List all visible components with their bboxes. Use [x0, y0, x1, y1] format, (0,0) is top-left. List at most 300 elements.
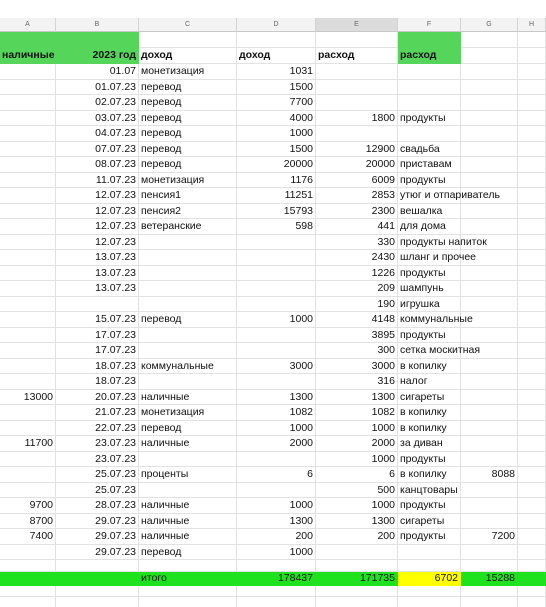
cell-h[interactable]	[518, 281, 546, 297]
cell-h[interactable]	[518, 142, 546, 158]
cell-h[interactable]	[518, 32, 546, 48]
cell-e[interactable]	[316, 95, 398, 111]
cell-f[interactable]	[398, 126, 461, 142]
cell-d[interactable]	[237, 281, 316, 297]
cell-f[interactable]	[398, 545, 461, 561]
cell-c[interactable]	[139, 297, 237, 313]
cell-d[interactable]: 1000	[237, 545, 316, 561]
cell-c[interactable]	[139, 281, 237, 297]
cell-f[interactable]	[398, 597, 461, 607]
cell-d[interactable]: 1500	[237, 80, 316, 96]
cell-h[interactable]	[518, 390, 546, 406]
cell-h[interactable]	[518, 560, 546, 572]
cell-c[interactable]: пенсия1	[139, 188, 237, 204]
cell-a[interactable]	[0, 586, 56, 597]
cell-g[interactable]	[461, 483, 518, 499]
cell-a[interactable]	[0, 328, 56, 344]
cell-d[interactable]: 1300	[237, 390, 316, 406]
cell-e[interactable]: 200	[316, 529, 398, 545]
cell-a[interactable]	[0, 204, 56, 220]
cell-b[interactable]	[56, 586, 139, 597]
cell-d[interactable]: 1000	[237, 126, 316, 142]
cell-h[interactable]	[518, 436, 546, 452]
cell-h[interactable]	[518, 405, 546, 421]
cell-h[interactable]	[518, 266, 546, 282]
cell-h[interactable]	[518, 328, 546, 344]
cell-g[interactable]	[461, 157, 518, 173]
cell-b[interactable]: 29.07.23	[56, 545, 139, 561]
cell-b[interactable]: 18.07.23	[56, 374, 139, 390]
cell-g[interactable]	[461, 436, 518, 452]
cell-b[interactable]: 01.07	[56, 64, 139, 80]
cell-g[interactable]	[461, 421, 518, 437]
cell-a[interactable]	[0, 343, 56, 359]
cell-g[interactable]	[461, 343, 518, 359]
cell-h[interactable]	[518, 545, 546, 561]
cell-g[interactable]	[461, 545, 518, 561]
cell-g[interactable]	[461, 95, 518, 111]
cell-d[interactable]	[237, 235, 316, 251]
cell-c[interactable]: наличные	[139, 390, 237, 406]
cell-f[interactable]: коммунальные	[398, 312, 461, 328]
cell-g[interactable]	[461, 586, 518, 597]
cell-h[interactable]	[518, 586, 546, 597]
cell-h[interactable]	[518, 343, 546, 359]
cell-h[interactable]	[518, 188, 546, 204]
cell-e[interactable]: 12900	[316, 142, 398, 158]
cell-e[interactable]: 190	[316, 297, 398, 313]
column-header-b[interactable]: B	[56, 18, 139, 32]
cell-h[interactable]	[518, 374, 546, 390]
cell-f[interactable]: расход	[398, 48, 461, 64]
cell-g[interactable]	[461, 312, 518, 328]
cell-c[interactable]: наличные	[139, 436, 237, 452]
cell-f[interactable]	[398, 95, 461, 111]
cell-h[interactable]	[518, 48, 546, 64]
cell-h[interactable]	[518, 452, 546, 468]
cell-a[interactable]: наличные	[0, 48, 56, 64]
cell-a[interactable]	[0, 452, 56, 468]
cell-d[interactable]: 1000	[237, 421, 316, 437]
cell-g[interactable]	[461, 266, 518, 282]
cell-c[interactable]: перевод	[139, 157, 237, 173]
cell-a[interactable]	[0, 188, 56, 204]
cell-e[interactable]	[316, 586, 398, 597]
cell-d[interactable]: 1176	[237, 173, 316, 189]
cell-f[interactable]	[398, 586, 461, 597]
cell-d[interactable]: 598	[237, 219, 316, 235]
cell-g[interactable]: 15288	[461, 572, 518, 586]
cell-b[interactable]: 08.07.23	[56, 157, 139, 173]
cell-c[interactable]: наличные	[139, 529, 237, 545]
cell-d[interactable]	[237, 560, 316, 572]
cell-b[interactable]: 13.07.23	[56, 266, 139, 282]
cell-g[interactable]	[461, 235, 518, 251]
cell-g[interactable]	[461, 48, 518, 64]
cell-d[interactable]: 1000	[237, 498, 316, 514]
cell-e[interactable]	[316, 126, 398, 142]
cell-c[interactable]: перевод	[139, 80, 237, 96]
cell-c[interactable]: наличные	[139, 498, 237, 514]
cell-b[interactable]: 12.07.23	[56, 219, 139, 235]
cell-e[interactable]: 3000	[316, 359, 398, 375]
cell-e[interactable]: 4148	[316, 312, 398, 328]
cell-c[interactable]: перевод	[139, 126, 237, 142]
cell-h[interactable]	[518, 597, 546, 607]
cell-b[interactable]: 21.07.23	[56, 405, 139, 421]
cell-d[interactable]	[237, 343, 316, 359]
cell-c[interactable]	[139, 597, 237, 607]
cell-a[interactable]	[0, 359, 56, 375]
cell-a[interactable]	[0, 483, 56, 499]
cell-g[interactable]: 7200	[461, 529, 518, 545]
cell-g[interactable]	[461, 32, 518, 48]
cell-f[interactable]: продукты	[398, 498, 461, 514]
cell-b[interactable]	[56, 297, 139, 313]
cell-e[interactable]: 2853	[316, 188, 398, 204]
cell-e[interactable]: 2000	[316, 436, 398, 452]
cell-h[interactable]	[518, 250, 546, 266]
cell-f[interactable]: продукты	[398, 328, 461, 344]
cell-e[interactable]	[316, 597, 398, 607]
cell-c[interactable]	[139, 452, 237, 468]
cell-h[interactable]	[518, 312, 546, 328]
cell-g[interactable]	[461, 188, 518, 204]
cell-d[interactable]	[237, 374, 316, 390]
cell-b[interactable]: 12.07.23	[56, 204, 139, 220]
cell-g[interactable]	[461, 597, 518, 607]
cell-a[interactable]	[0, 235, 56, 251]
cell-c[interactable]	[139, 328, 237, 344]
cell-a[interactable]	[0, 219, 56, 235]
cell-g[interactable]	[461, 297, 518, 313]
cell-b[interactable]: 20.07.23	[56, 390, 139, 406]
cell-f[interactable]: сигареты	[398, 514, 461, 530]
cell-c[interactable]	[139, 32, 237, 48]
column-header-c[interactable]: C	[139, 18, 237, 32]
cell-e[interactable]: 330	[316, 235, 398, 251]
cell-f[interactable]: за диван	[398, 436, 461, 452]
cell-g[interactable]	[461, 111, 518, 127]
cell-g[interactable]	[461, 64, 518, 80]
cell-f[interactable]: продукты	[398, 529, 461, 545]
cell-b[interactable]: 11.07.23	[56, 173, 139, 189]
cell-d[interactable]	[237, 328, 316, 344]
cell-b[interactable]: 25.07.23	[56, 483, 139, 499]
cell-h[interactable]	[518, 514, 546, 530]
cell-c[interactable]: монетизация	[139, 64, 237, 80]
cell-a[interactable]	[0, 126, 56, 142]
cell-f[interactable]: сигареты	[398, 390, 461, 406]
cell-b[interactable]	[56, 597, 139, 607]
cell-g[interactable]	[461, 560, 518, 572]
cell-d[interactable]: 1082	[237, 405, 316, 421]
cell-f[interactable]: вешалка	[398, 204, 461, 220]
cell-c[interactable]	[139, 586, 237, 597]
cell-h[interactable]	[518, 126, 546, 142]
cell-h[interactable]	[518, 219, 546, 235]
cell-f[interactable]: 6702	[398, 572, 461, 586]
cell-h[interactable]	[518, 297, 546, 313]
cell-d[interactable]: доход	[237, 48, 316, 64]
cell-h[interactable]	[518, 157, 546, 173]
column-header-d[interactable]: D	[237, 18, 316, 32]
cell-c[interactable]	[139, 266, 237, 282]
cell-f[interactable]: утюг и отпариватель	[398, 188, 461, 204]
cell-e[interactable]	[316, 64, 398, 80]
cell-b[interactable]: 17.07.23	[56, 343, 139, 359]
column-header-a[interactable]: A	[0, 18, 56, 32]
cell-a[interactable]	[0, 250, 56, 266]
cell-h[interactable]	[518, 64, 546, 80]
cell-e[interactable]: 2300	[316, 204, 398, 220]
cell-e[interactable]: 1300	[316, 390, 398, 406]
cell-a[interactable]: 13000	[0, 390, 56, 406]
cell-f[interactable]: шланг и прочее	[398, 250, 461, 266]
cell-a[interactable]: 8700	[0, 514, 56, 530]
cell-h[interactable]	[518, 173, 546, 189]
cell-c[interactable]: пенсия2	[139, 204, 237, 220]
cell-d[interactable]	[237, 483, 316, 499]
cell-b[interactable]: 02.07.23	[56, 95, 139, 111]
cell-e[interactable]: 6	[316, 467, 398, 483]
cell-d[interactable]	[237, 586, 316, 597]
cell-c[interactable]: доход	[139, 48, 237, 64]
cell-h[interactable]	[518, 359, 546, 375]
column-header-f[interactable]: F	[398, 18, 461, 32]
cell-a[interactable]	[0, 266, 56, 282]
cell-g[interactable]	[461, 219, 518, 235]
cell-f[interactable]: в копилку	[398, 421, 461, 437]
cell-e[interactable]	[316, 32, 398, 48]
cell-a[interactable]	[0, 545, 56, 561]
cell-h[interactable]	[518, 421, 546, 437]
cell-d[interactable]: 7700	[237, 95, 316, 111]
cell-e[interactable]: 441	[316, 219, 398, 235]
cell-d[interactable]: 2000	[237, 436, 316, 452]
cell-g[interactable]	[461, 452, 518, 468]
cell-f[interactable]: игрушка	[398, 297, 461, 313]
cell-b[interactable]: 18.07.23	[56, 359, 139, 375]
cell-b[interactable]: 04.07.23	[56, 126, 139, 142]
cell-f[interactable]: в копилку	[398, 467, 461, 483]
cell-d[interactable]: 1500	[237, 142, 316, 158]
cell-b[interactable]: 29.07.23	[56, 514, 139, 530]
cell-g[interactable]	[461, 142, 518, 158]
cell-h[interactable]	[518, 529, 546, 545]
cell-h[interactable]	[518, 483, 546, 499]
cell-a[interactable]	[0, 111, 56, 127]
cell-d[interactable]	[237, 266, 316, 282]
cell-c[interactable]: коммунальные	[139, 359, 237, 375]
cell-g[interactable]	[461, 250, 518, 266]
cell-c[interactable]: перевод	[139, 545, 237, 561]
cell-c[interactable]	[139, 560, 237, 572]
cell-e[interactable]	[316, 545, 398, 561]
cell-a[interactable]	[0, 64, 56, 80]
cell-c[interactable]: монетизация	[139, 173, 237, 189]
cell-e[interactable]: 1000	[316, 452, 398, 468]
cell-a[interactable]: 7400	[0, 529, 56, 545]
cell-f[interactable]: продукты	[398, 173, 461, 189]
cell-f[interactable]	[398, 560, 461, 572]
cell-a[interactable]	[0, 32, 56, 48]
cell-d[interactable]	[237, 597, 316, 607]
cell-b[interactable]: 2023 год	[56, 48, 139, 64]
cell-d[interactable]: 4000	[237, 111, 316, 127]
cell-e[interactable]	[316, 560, 398, 572]
cell-h[interactable]	[518, 235, 546, 251]
cell-b[interactable]	[56, 572, 139, 586]
cell-c[interactable]: монетизация	[139, 405, 237, 421]
cell-c[interactable]: перевод	[139, 142, 237, 158]
cell-b[interactable]: 15.07.23	[56, 312, 139, 328]
cell-f[interactable]: продукты	[398, 266, 461, 282]
cell-f[interactable]: налог	[398, 374, 461, 390]
cell-g[interactable]	[461, 405, 518, 421]
cell-b[interactable]	[56, 560, 139, 572]
column-header-e[interactable]: E	[316, 18, 398, 32]
column-header-h[interactable]: H	[518, 18, 546, 32]
cell-e[interactable]: 209	[316, 281, 398, 297]
cell-h[interactable]	[518, 467, 546, 483]
cell-d[interactable]: 1300	[237, 514, 316, 530]
cell-h[interactable]	[518, 204, 546, 220]
cell-c[interactable]	[139, 374, 237, 390]
cell-b[interactable]: 29.07.23	[56, 529, 139, 545]
cell-b[interactable]: 01.07.23	[56, 80, 139, 96]
cell-c[interactable]	[139, 343, 237, 359]
cell-h[interactable]	[518, 95, 546, 111]
cell-a[interactable]: 11700	[0, 436, 56, 452]
cell-b[interactable]: 13.07.23	[56, 281, 139, 297]
cell-g[interactable]: 8088	[461, 467, 518, 483]
cell-b[interactable]: 17.07.23	[56, 328, 139, 344]
cell-e[interactable]: 3895	[316, 328, 398, 344]
cell-f[interactable]: для дома	[398, 219, 461, 235]
cell-d[interactable]: 6	[237, 467, 316, 483]
cell-g[interactable]	[461, 173, 518, 189]
cell-d[interactable]: 178437	[237, 572, 316, 586]
cell-d[interactable]: 1000	[237, 312, 316, 328]
cell-a[interactable]	[0, 80, 56, 96]
cell-g[interactable]	[461, 514, 518, 530]
cell-e[interactable]: 316	[316, 374, 398, 390]
cell-c[interactable]: проценты	[139, 467, 237, 483]
cell-a[interactable]	[0, 421, 56, 437]
cell-b[interactable]: 12.07.23	[56, 235, 139, 251]
cell-e[interactable]: 300	[316, 343, 398, 359]
cell-h[interactable]	[518, 498, 546, 514]
column-header-g[interactable]: G	[461, 18, 518, 32]
cell-g[interactable]	[461, 359, 518, 375]
cell-f[interactable]: шампунь	[398, 281, 461, 297]
cell-b[interactable]: 12.07.23	[56, 188, 139, 204]
cell-c[interactable]	[139, 483, 237, 499]
cell-a[interactable]	[0, 597, 56, 607]
cell-a[interactable]	[0, 560, 56, 572]
cell-a[interactable]	[0, 281, 56, 297]
cell-e[interactable]: 1300	[316, 514, 398, 530]
cell-c[interactable]: перевод	[139, 95, 237, 111]
cell-e[interactable]: расход	[316, 48, 398, 64]
cell-a[interactable]	[0, 405, 56, 421]
cell-h[interactable]	[518, 80, 546, 96]
cell-b[interactable]: 23.07.23	[56, 452, 139, 468]
cell-a[interactable]	[0, 95, 56, 111]
cell-b[interactable]: 03.07.23	[56, 111, 139, 127]
cell-b[interactable]	[56, 32, 139, 48]
cell-f[interactable]	[398, 32, 461, 48]
cell-d[interactable]: 3000	[237, 359, 316, 375]
cell-e[interactable]: 6009	[316, 173, 398, 189]
cell-f[interactable]: в копилку	[398, 405, 461, 421]
cell-b[interactable]: 28.07.23	[56, 498, 139, 514]
cell-c[interactable]: перевод	[139, 111, 237, 127]
cell-b[interactable]: 13.07.23	[56, 250, 139, 266]
cell-a[interactable]: 9700	[0, 498, 56, 514]
cell-a[interactable]	[0, 374, 56, 390]
cell-a[interactable]	[0, 467, 56, 483]
cell-d[interactable]	[237, 297, 316, 313]
cell-e[interactable]: 1800	[316, 111, 398, 127]
cell-a[interactable]	[0, 312, 56, 328]
cell-g[interactable]	[461, 204, 518, 220]
cell-c[interactable]: перевод	[139, 312, 237, 328]
cell-a[interactable]	[0, 157, 56, 173]
cell-b[interactable]: 25.07.23	[56, 467, 139, 483]
cell-d[interactable]	[237, 32, 316, 48]
cell-e[interactable]: 2430	[316, 250, 398, 266]
cell-h[interactable]	[518, 572, 546, 586]
cell-c[interactable]	[139, 235, 237, 251]
cell-a[interactable]	[0, 142, 56, 158]
cell-d[interactable]: 200	[237, 529, 316, 545]
cell-c[interactable]: наличные	[139, 514, 237, 530]
cell-f[interactable]: продукты напиток	[398, 235, 461, 251]
cell-g[interactable]	[461, 390, 518, 406]
cell-e[interactable]: 1226	[316, 266, 398, 282]
cell-e[interactable]: 1082	[316, 405, 398, 421]
cell-d[interactable]: 1031	[237, 64, 316, 80]
cell-f[interactable]: свадьба	[398, 142, 461, 158]
cell-e[interactable]: 500	[316, 483, 398, 499]
cell-e[interactable]: 1000	[316, 498, 398, 514]
cell-e[interactable]: 20000	[316, 157, 398, 173]
cell-d[interactable]: 11251	[237, 188, 316, 204]
cell-f[interactable]: канцтовары	[398, 483, 461, 499]
cell-d[interactable]: 20000	[237, 157, 316, 173]
cell-g[interactable]	[461, 281, 518, 297]
cell-f[interactable]	[398, 64, 461, 80]
cell-f[interactable]: сетка москитная	[398, 343, 461, 359]
cell-a[interactable]	[0, 297, 56, 313]
cell-a[interactable]	[0, 173, 56, 189]
cell-f[interactable]: продукты	[398, 452, 461, 468]
cell-c[interactable]	[139, 250, 237, 266]
cell-c[interactable]: ветеранские	[139, 219, 237, 235]
cell-f[interactable]	[398, 80, 461, 96]
cell-a[interactable]	[0, 572, 56, 586]
cell-h[interactable]	[518, 111, 546, 127]
cell-f[interactable]: приставам	[398, 157, 461, 173]
cell-b[interactable]: 22.07.23	[56, 421, 139, 437]
cell-g[interactable]	[461, 498, 518, 514]
cell-e[interactable]	[316, 80, 398, 96]
cell-g[interactable]	[461, 374, 518, 390]
cell-e[interactable]: 171735	[316, 572, 398, 586]
cell-f[interactable]: в копилку	[398, 359, 461, 375]
